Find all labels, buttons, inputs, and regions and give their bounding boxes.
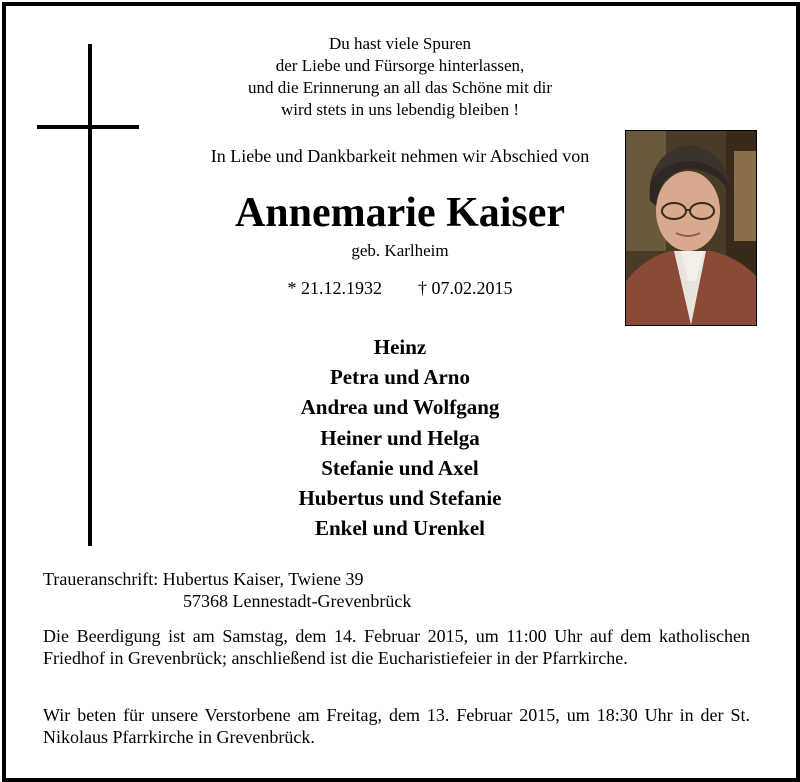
intro-text: In Liebe und Dankbarkeit nehmen wir Abschied von: [210, 146, 590, 166]
address-city: 57368 Lennestadt-Grevenbrück: [183, 591, 412, 611]
family-member: Petra und Arno: [329, 365, 470, 390]
cross-icon-vertical: [88, 44, 92, 546]
portrait-photo: [625, 130, 757, 326]
prayer-notice: Wir beten für unsere Verstorbene am Freitag, dem 13. Februar 2015, um 18:30 Uhr in der St. Nikolaus Pfarrkirche in Grevenbrück.: [43, 705, 750, 747]
family-member: Andrea und Wolfgang: [300, 395, 500, 420]
poem-line: und die Erinnerung an all das Schöne mit dir: [247, 78, 553, 97]
death-date: † 07.02.2015: [418, 278, 513, 298]
family-member: Enkel und Urenkel: [315, 516, 485, 541]
family-list: [200, 332, 600, 543]
family-member: Stefanie und Axel: [321, 455, 479, 480]
address-line: Traueranschrift: Hubertus Kaiser, Twiene 39: [43, 569, 364, 589]
family-member: Hubertus und Stefanie: [298, 486, 502, 511]
poem: [200, 33, 600, 121]
mourning-address: [43, 568, 743, 612]
family-member: Heiner und Helga: [320, 425, 480, 450]
poem-line: wird stets in uns lebendig bleiben !: [281, 100, 519, 119]
cross-icon-horizontal: [37, 125, 139, 129]
birth-name: geb. Karlheim: [351, 241, 449, 260]
family-member: Heinz: [373, 335, 427, 359]
poem-line: Du hast viele Spuren: [328, 34, 472, 53]
life-dates: [150, 277, 650, 299]
funeral-notice: Die Beerdigung ist am Samstag, dem 14. Februar 2015, um 11:00 Uhr auf dem katholischen Friedhof in Grevenbrück; anschließend ist die Eucharistiefeier in der Pfarrkirche.: [43, 626, 750, 668]
poem-line: der Liebe und Fürsorge hinterlassen,: [275, 56, 525, 75]
birth-date: * 21.12.1932: [287, 278, 382, 298]
deceased-name: Annemarie Kaiser: [234, 190, 566, 236]
